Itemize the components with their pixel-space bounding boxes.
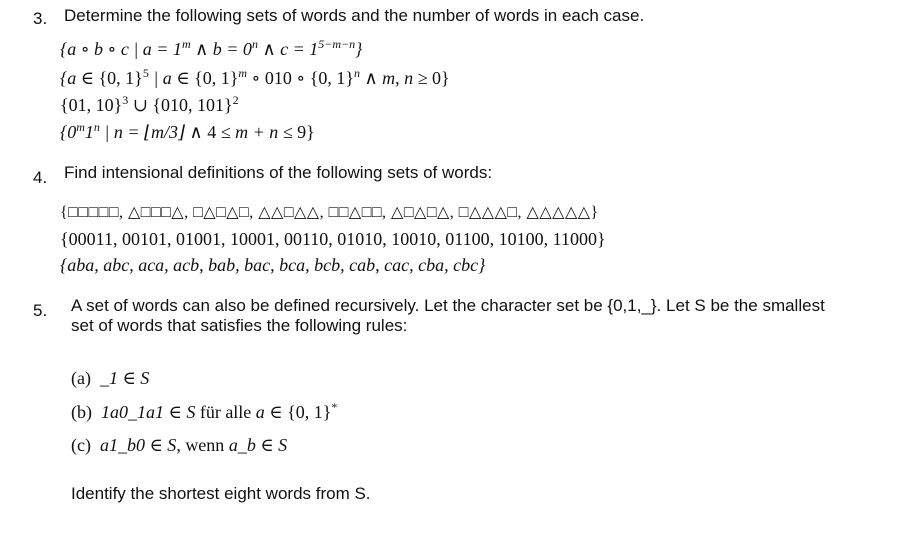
rule-a: (a) _1 ∈ S: [71, 368, 150, 388]
question-5-prompt-line-1: A set of words can also be defined recursively. Let the character set be {0,1,_}. Let S be the smallest: [71, 296, 825, 315]
rule-c: (c) a1_b0 ∈ S, wenn a_b ∈ S: [71, 435, 288, 455]
question-4-shape-set: {□□□□□, △□□□△, □△□△□, △△□△△, □□△□□, △□△□△, □△△△□, △△△△△}: [60, 204, 599, 221]
rule-c-label: (c): [71, 435, 91, 455]
question-5-prompt-line-2: set of words that satisfies the following rules:: [71, 316, 408, 335]
question-3-set-4: {0$^m$1$^n$ | n = ⌊m/3⌋ ∧ 4 ≤ m + n ≤ 9}: [60, 120, 315, 142]
rule-a-label: (a): [71, 368, 91, 388]
question-4-number: 4.: [33, 168, 48, 187]
question-4-prompt: Find intensional definitions of the following sets of words:: [64, 163, 493, 182]
question-3-set-1: {a ∘ b ∘ c | $a = 1^m$ ∧ $b = 0^n$ ∧ $c = 1^{5-m-n}$}: [60, 37, 363, 59]
question-5-number: 5.: [33, 301, 48, 320]
rule-b-text: für alle: [199, 402, 252, 422]
rule-c-text: wenn: [185, 435, 225, 455]
question-3-number: 3.: [33, 9, 48, 28]
question-5-closing: Identify the shortest eight words from S.: [71, 484, 371, 503]
rule-b-label: (b): [71, 402, 92, 422]
question-3-prompt: Determine the following sets of words and the number of words in each case.: [64, 6, 645, 25]
rule-b: (b) 1a0_1a1 ∈ S für alle a ∈ {0, 1}*: [71, 400, 338, 422]
question-4-binary-set: {00011, 00101, 01001, 10001, 00110, 01010, 10010, 01100, 10100, 11000}: [60, 229, 606, 249]
question-3-set-3: {01, 10}$^3$ ∪ {010, 101}$^2$: [60, 93, 239, 115]
question-3-set-2: {a ∈ {0, 1}$^5$ | a ∈ {0, 1}$^m$ ∘ 010 ∘ {0, 1}$^n$ ∧ m, n ≥ 0}: [60, 66, 450, 88]
question-4-letter-set: {aba, abc, aca, acb, bab, bac, bca, bcb, cab, cac, cba, cbc}: [60, 255, 486, 275]
